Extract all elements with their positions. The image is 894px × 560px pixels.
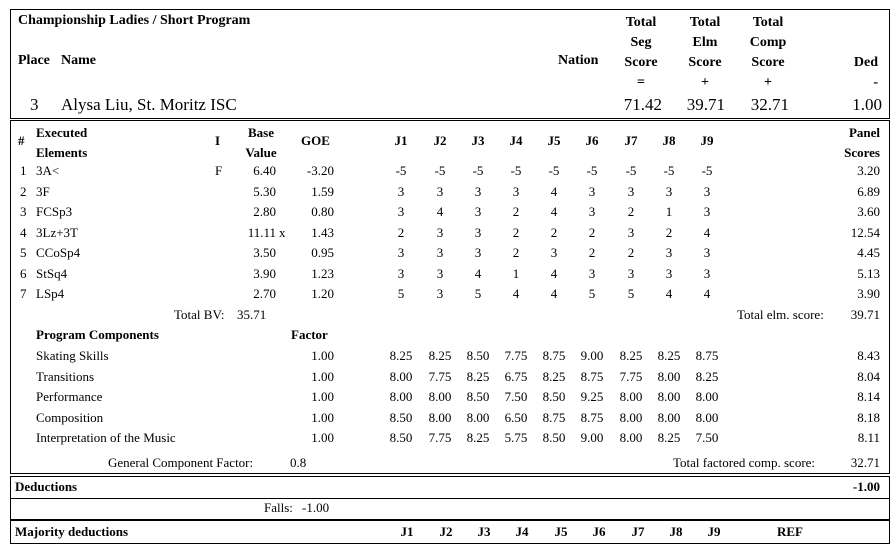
component-judge-score: 8.00 [428,389,452,404]
element-num: 3 [20,204,27,219]
skater-total-comp: 32.71 [750,95,789,114]
hdr-base-value: Base Value [245,125,277,160]
element-judge-score: 5 [588,286,596,301]
majority-judge-6: J6 [592,524,606,539]
majority-judge-8: J8 [669,524,683,539]
component-judge-score: 8.25 [466,369,490,384]
element-judge-score: 4 [703,286,711,301]
component-panel-score: 8.43 [857,348,880,363]
element-judge-score: 3 [703,245,711,260]
element-judge-score: 5 [474,286,482,301]
element-base-value: 5.30 [253,184,276,199]
element-judge-score: 3 [397,184,405,199]
majority-judge-9: J9 [707,524,721,539]
component-judge-score: 8.25 [542,369,566,384]
component-judge-score: 8.50 [389,410,413,425]
majority-ref: REF [777,524,803,539]
majority-title: Majority deductions [15,524,129,539]
hdr-goe: GOE [301,133,330,148]
component-panel-score: 8.11 [857,430,880,445]
element-judge-score: 3 [550,245,558,260]
element-goe: 0.95 [311,245,334,260]
element-goe: 1.20 [311,286,334,301]
components-factor-header: Factor [291,327,328,342]
element-panel-score: 5.13 [857,266,880,281]
judge-header-5: J5 [547,133,561,148]
element-judge-score: 3 [436,225,444,240]
element-judge-score: 2 [627,245,635,260]
judge-header-8: J8 [662,133,676,148]
element-judge-score: 2 [512,225,520,240]
element-judge-score: 3 [588,204,596,219]
element-name: 3Lz+3T [36,225,78,240]
element-panel-score: 3.60 [857,204,880,219]
element-base-value: 6.40 [253,163,276,178]
component-name: Composition [36,410,104,425]
component-judge-score: 8.50 [542,389,566,404]
element-name: StSq4 [36,266,68,281]
element-judge-score: 4 [436,204,444,219]
element-judge-score: 2 [665,225,673,240]
element-panel-score: 3.90 [857,286,880,301]
component-judge-score: 8.00 [619,389,643,404]
component-judge-score: 9.00 [580,430,604,445]
majority-judge-5: J5 [554,524,568,539]
deductions-total: -1.00 [852,479,880,494]
component-judge-score: 8.50 [542,430,566,445]
hdr-panel-scores: Panel Scores [844,125,880,160]
element-judge-score: -5 [472,163,484,178]
element-info: F [215,163,223,178]
element-judge-score: 3 [665,266,673,281]
col-ded: Ded - [853,55,878,90]
element-panel-score: 6.89 [857,184,880,199]
element-num: 7 [20,286,27,301]
element-base-value: 3.90 [253,266,276,281]
majority-judge-3: J3 [477,524,491,539]
component-judge-score: 8.00 [619,410,643,425]
element-goe: -3.20 [306,163,334,178]
component-factor: 1.00 [311,410,334,425]
element-name: FCSp3 [36,204,73,219]
tfcs-value: 32.71 [850,455,880,470]
hdr-hash: # [18,133,25,148]
component-judge-score: 8.25 [619,348,643,363]
element-judge-score: 3 [397,204,405,219]
total-elm-value: 39.71 [850,307,880,322]
element-panel-score: 12.54 [850,225,880,240]
component-panel-score: 8.04 [857,369,880,384]
majority-judge-2: J2 [439,524,453,539]
component-judge-score: 8.25 [389,348,413,363]
tfcs-label: Total factored comp. score: [673,455,816,470]
element-judge-score: 5 [627,286,635,301]
total-elm-label: Total elm. score: [737,307,824,322]
element-judge-score: -5 [548,163,560,178]
component-judge-score: 7.75 [428,430,452,445]
element-judge-score: -5 [663,163,675,178]
element-num: 4 [20,225,27,240]
element-judge-score: 3 [474,225,482,240]
element-judge-score: -5 [586,163,598,178]
element-judge-score: 3 [627,184,635,199]
element-goe: 1.43 [311,225,334,240]
element-num: 5 [20,245,27,260]
component-judge-score: 8.75 [542,410,566,425]
judge-header-3: J3 [471,133,485,148]
col-place: Place [18,53,50,68]
element-judge-score: 3 [397,266,405,281]
deductions-divider [10,498,890,499]
element-judge-score: 3 [474,245,482,260]
component-name: Performance [36,389,103,404]
element-judge-score: 2 [550,225,558,240]
judge-header-2: J2 [433,133,447,148]
element-judge-score: 3 [703,184,711,199]
element-name: CCoSp4 [36,245,81,260]
component-judge-score: 7.75 [428,369,452,384]
col-name: Name [61,53,96,68]
component-factor: 1.00 [311,348,334,363]
element-judge-score: -5 [395,163,407,178]
component-judge-score: 8.00 [389,369,413,384]
component-judge-score: 8.25 [657,430,681,445]
hdr-executed: Executed Elements [36,125,88,160]
component-judge-score: 8.50 [466,348,490,363]
element-panel-score: 3.20 [857,163,880,178]
col-total-comp: Total Comp Score + [749,15,787,90]
element-goe: 1.59 [311,184,334,199]
element-judge-score: 4 [474,266,482,281]
gcf-value: 0.8 [290,455,307,470]
element-judge-score: 3 [703,266,711,281]
majority-judge-7: J7 [631,524,645,539]
element-judge-score: 3 [665,184,673,199]
element-num: 6 [20,266,27,281]
element-judge-score: 4 [550,184,558,199]
element-base-value: 2.80 [253,204,276,219]
element-judge-score: 3 [436,184,444,199]
element-base-value: 11.11 [247,225,276,240]
component-judge-score: 7.50 [504,389,528,404]
element-judge-score: 2 [512,204,520,219]
component-factor: 1.00 [311,369,334,384]
element-judge-score: 4 [550,286,558,301]
element-name: LSp4 [36,286,65,301]
component-judge-score: 8.00 [657,389,681,404]
component-judge-score: 8.75 [695,348,719,363]
component-judge-score: 6.50 [504,410,528,425]
skater-ded: 1.00 [852,95,882,114]
component-judge-score: 8.25 [695,369,719,384]
component-judge-score: 9.25 [580,389,604,404]
component-judge-score: 8.00 [389,389,413,404]
component-judge-score: 8.25 [428,348,452,363]
component-judge-score: 8.75 [580,369,604,384]
element-judge-score: 2 [588,225,596,240]
element-judge-score: 4 [703,225,711,240]
event-title: Championship Ladies / Short Program [18,13,251,28]
element-base-value: 3.50 [253,245,276,260]
element-judge-score: 2 [588,245,596,260]
element-judge-score: 3 [512,184,520,199]
element-name: 3F [36,184,50,199]
component-judge-score: 8.00 [657,410,681,425]
majority-judge-1: J1 [400,524,414,539]
element-judge-score: 3 [703,204,711,219]
component-judge-score: 8.00 [695,389,719,404]
element-judge-score: 3 [474,184,482,199]
component-factor: 1.00 [311,389,334,404]
element-judge-score: 3 [436,245,444,260]
gcf-label: General Component Factor: [108,455,254,470]
element-judge-score: -5 [625,163,637,178]
element-panel-score: 4.45 [857,245,880,260]
component-judge-score: 5.75 [504,430,528,445]
component-judge-score: 8.50 [466,389,490,404]
element-judge-score: 3 [436,266,444,281]
element-bonus-flag: x [279,225,286,240]
col-total-seg: Total Seg Score = [624,15,658,90]
judge-header-7: J7 [624,133,638,148]
component-factor: 1.00 [311,430,334,445]
element-judge-score: 4 [550,266,558,281]
element-judge-score: 3 [397,245,405,260]
falls-label: Falls: [264,500,293,515]
component-judge-score: 7.50 [695,430,719,445]
element-judge-score: 3 [627,225,635,240]
element-judge-score: 4 [550,204,558,219]
majority-judge-4: J4 [515,524,529,539]
element-judge-score: -5 [701,163,713,178]
hdr-info: I [215,133,221,148]
total-bv-label: Total BV: [174,307,225,322]
skater-place: 3 [30,95,39,114]
component-judge-score: 7.75 [504,348,528,363]
component-panel-score: 8.14 [857,389,880,404]
element-judge-score: 3 [588,266,596,281]
skater-total-elm: 39.71 [686,95,725,114]
component-name: Skating Skills [36,348,109,363]
col-total-elm: Total Elm Score + [688,15,722,90]
element-judge-score: 3 [588,184,596,199]
element-judge-score: -5 [510,163,522,178]
component-judge-score: 8.25 [657,348,681,363]
col-nation: Nation [558,53,599,68]
components-title: Program Components [36,327,159,342]
component-judge-score: 8.75 [580,410,604,425]
element-judge-score: 2 [512,245,520,260]
total-bv-value: 35.71 [237,307,267,322]
component-judge-score: 8.00 [466,410,490,425]
judge-header-9: J9 [700,133,714,148]
component-judge-score: 7.75 [619,369,643,384]
judge-header-4: J4 [509,133,523,148]
element-judge-score: 3 [474,204,482,219]
component-name: Interpretation of the Music [36,430,176,445]
component-judge-score: 8.50 [389,430,413,445]
component-judge-score: 8.75 [542,348,566,363]
component-judge-score: 8.00 [428,410,452,425]
component-judge-score: 8.25 [466,430,490,445]
component-judge-score: 6.75 [504,369,528,384]
element-name: 3A< [36,163,60,178]
element-judge-score: 5 [397,286,405,301]
element-judge-score: 2 [397,225,405,240]
element-judge-score: 3 [665,245,673,260]
element-goe: 1.23 [311,266,334,281]
judge-header-1: J1 [394,133,408,148]
component-judge-score: 8.00 [657,369,681,384]
element-judge-score: 3 [436,286,444,301]
component-name: Transitions [36,369,95,384]
skater-name: Alysa Liu, St. Moritz ISC [61,95,237,114]
element-num: 1 [20,163,27,178]
judge-header-6: J6 [585,133,599,148]
element-judge-score: 3 [627,266,635,281]
element-judge-score: 2 [627,204,635,219]
element-judge-score: -5 [434,163,446,178]
component-panel-score: 8.18 [857,410,880,425]
element-judge-score: 4 [512,286,520,301]
element-num: 2 [20,184,27,199]
component-judge-score: 8.00 [695,410,719,425]
component-judge-score: 9.00 [580,348,604,363]
element-judge-score: 1 [512,266,520,281]
element-base-value: 2.70 [253,286,276,301]
skater-total-seg: 71.42 [623,95,662,114]
falls-value: -1.00 [302,500,330,515]
element-judge-score: 1 [665,204,673,219]
element-judge-score: 4 [665,286,673,301]
element-goe: 0.80 [311,204,334,219]
deductions-title: Deductions [15,479,78,494]
component-judge-score: 8.00 [619,430,643,445]
